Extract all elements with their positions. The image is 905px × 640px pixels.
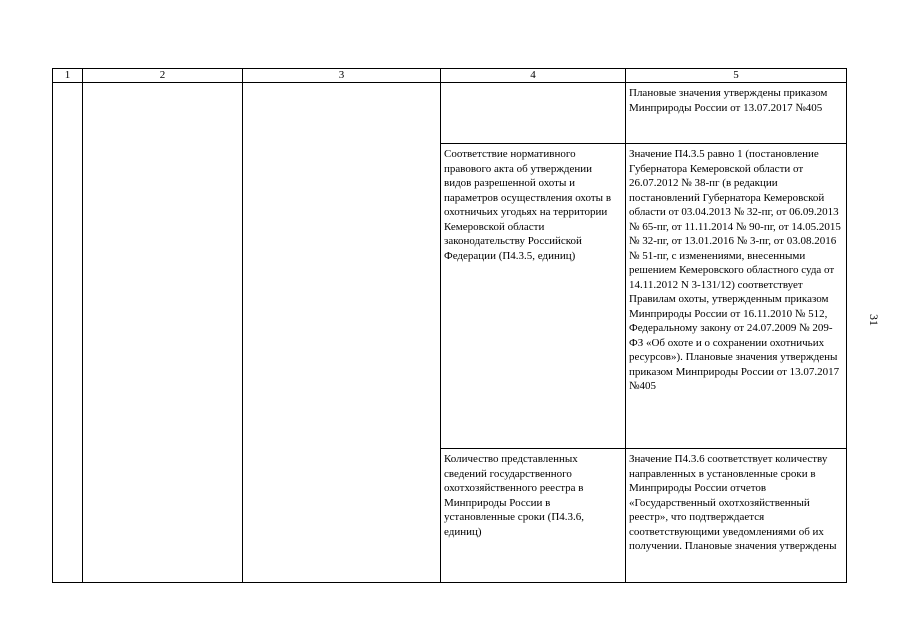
header-row (53, 69, 847, 83)
column-2-cell (83, 83, 243, 583)
value-description-cell: Значение П4.3.5 равно 1 (постановление Губернатора Кемеровской области от 26.07.2012 № 38-пг (в редакции постановлений Губернатора Кемеровской области от 03.04.2013 № 32-пг, от 06.09.2013 № 65-пг, от 11.11.2014 № 90-пг, от 14.05.2015 № 32-пг, от 13.01.2016 № 3-пг, от 03.08.2016 № 51-пг, с изменениями, внесенными решением Кемеровского областного суда от 14.11.2012 N 3-131/12) соответствует Правилам охоты, утвержденным приказом Минприроды России от 16.11.2010 № 512, Федеральному закону от 24.07.2009 № 209-ФЗ «Об охоте и о сохранении охотничьих ресурсов»). Плановые значения утверждены приказом Минприроды России от 13.07.2017 №405 (626, 144, 847, 449)
column-3-cell (243, 83, 441, 583)
indicator-cell: Соответствие нормативного правового акта об утверждении видов разрешенной охоты и параметров осуществления охоты в охотничьих угодьях на территории Кемеровской области законодательству Российской Федерации (П4.3.5, единиц) (441, 144, 626, 449)
document-table (52, 68, 847, 583)
value-description-cell: Значение П4.3.6 соответствует количеству направленных в установленные сроки в Минприроды России отчетов «Государственный охотхозяйственный реестр», что подтверждается соответствующими уведомлениями об их получении. Плановые значения утверждены (626, 449, 847, 583)
column-header-2: 2 (83, 69, 243, 83)
indicator-cell (441, 83, 626, 144)
column-header-3: 3 (243, 69, 441, 83)
page-number: 31 (867, 314, 881, 326)
column-header-4: 4 (441, 69, 626, 83)
column-header-5: 5 (626, 69, 847, 83)
indicator-cell: Количество представленных сведений государственного охотхозяйственного реестра в Минприроды России в установленные сроки (П4.3.6, единиц) (441, 449, 626, 583)
value-description-cell: Плановые значения утверждены приказом Минприроды России от 13.07.2017 №405 (626, 83, 847, 144)
column-header-1: 1 (53, 69, 83, 83)
column-1-cell (53, 83, 83, 583)
table-row (53, 83, 847, 144)
